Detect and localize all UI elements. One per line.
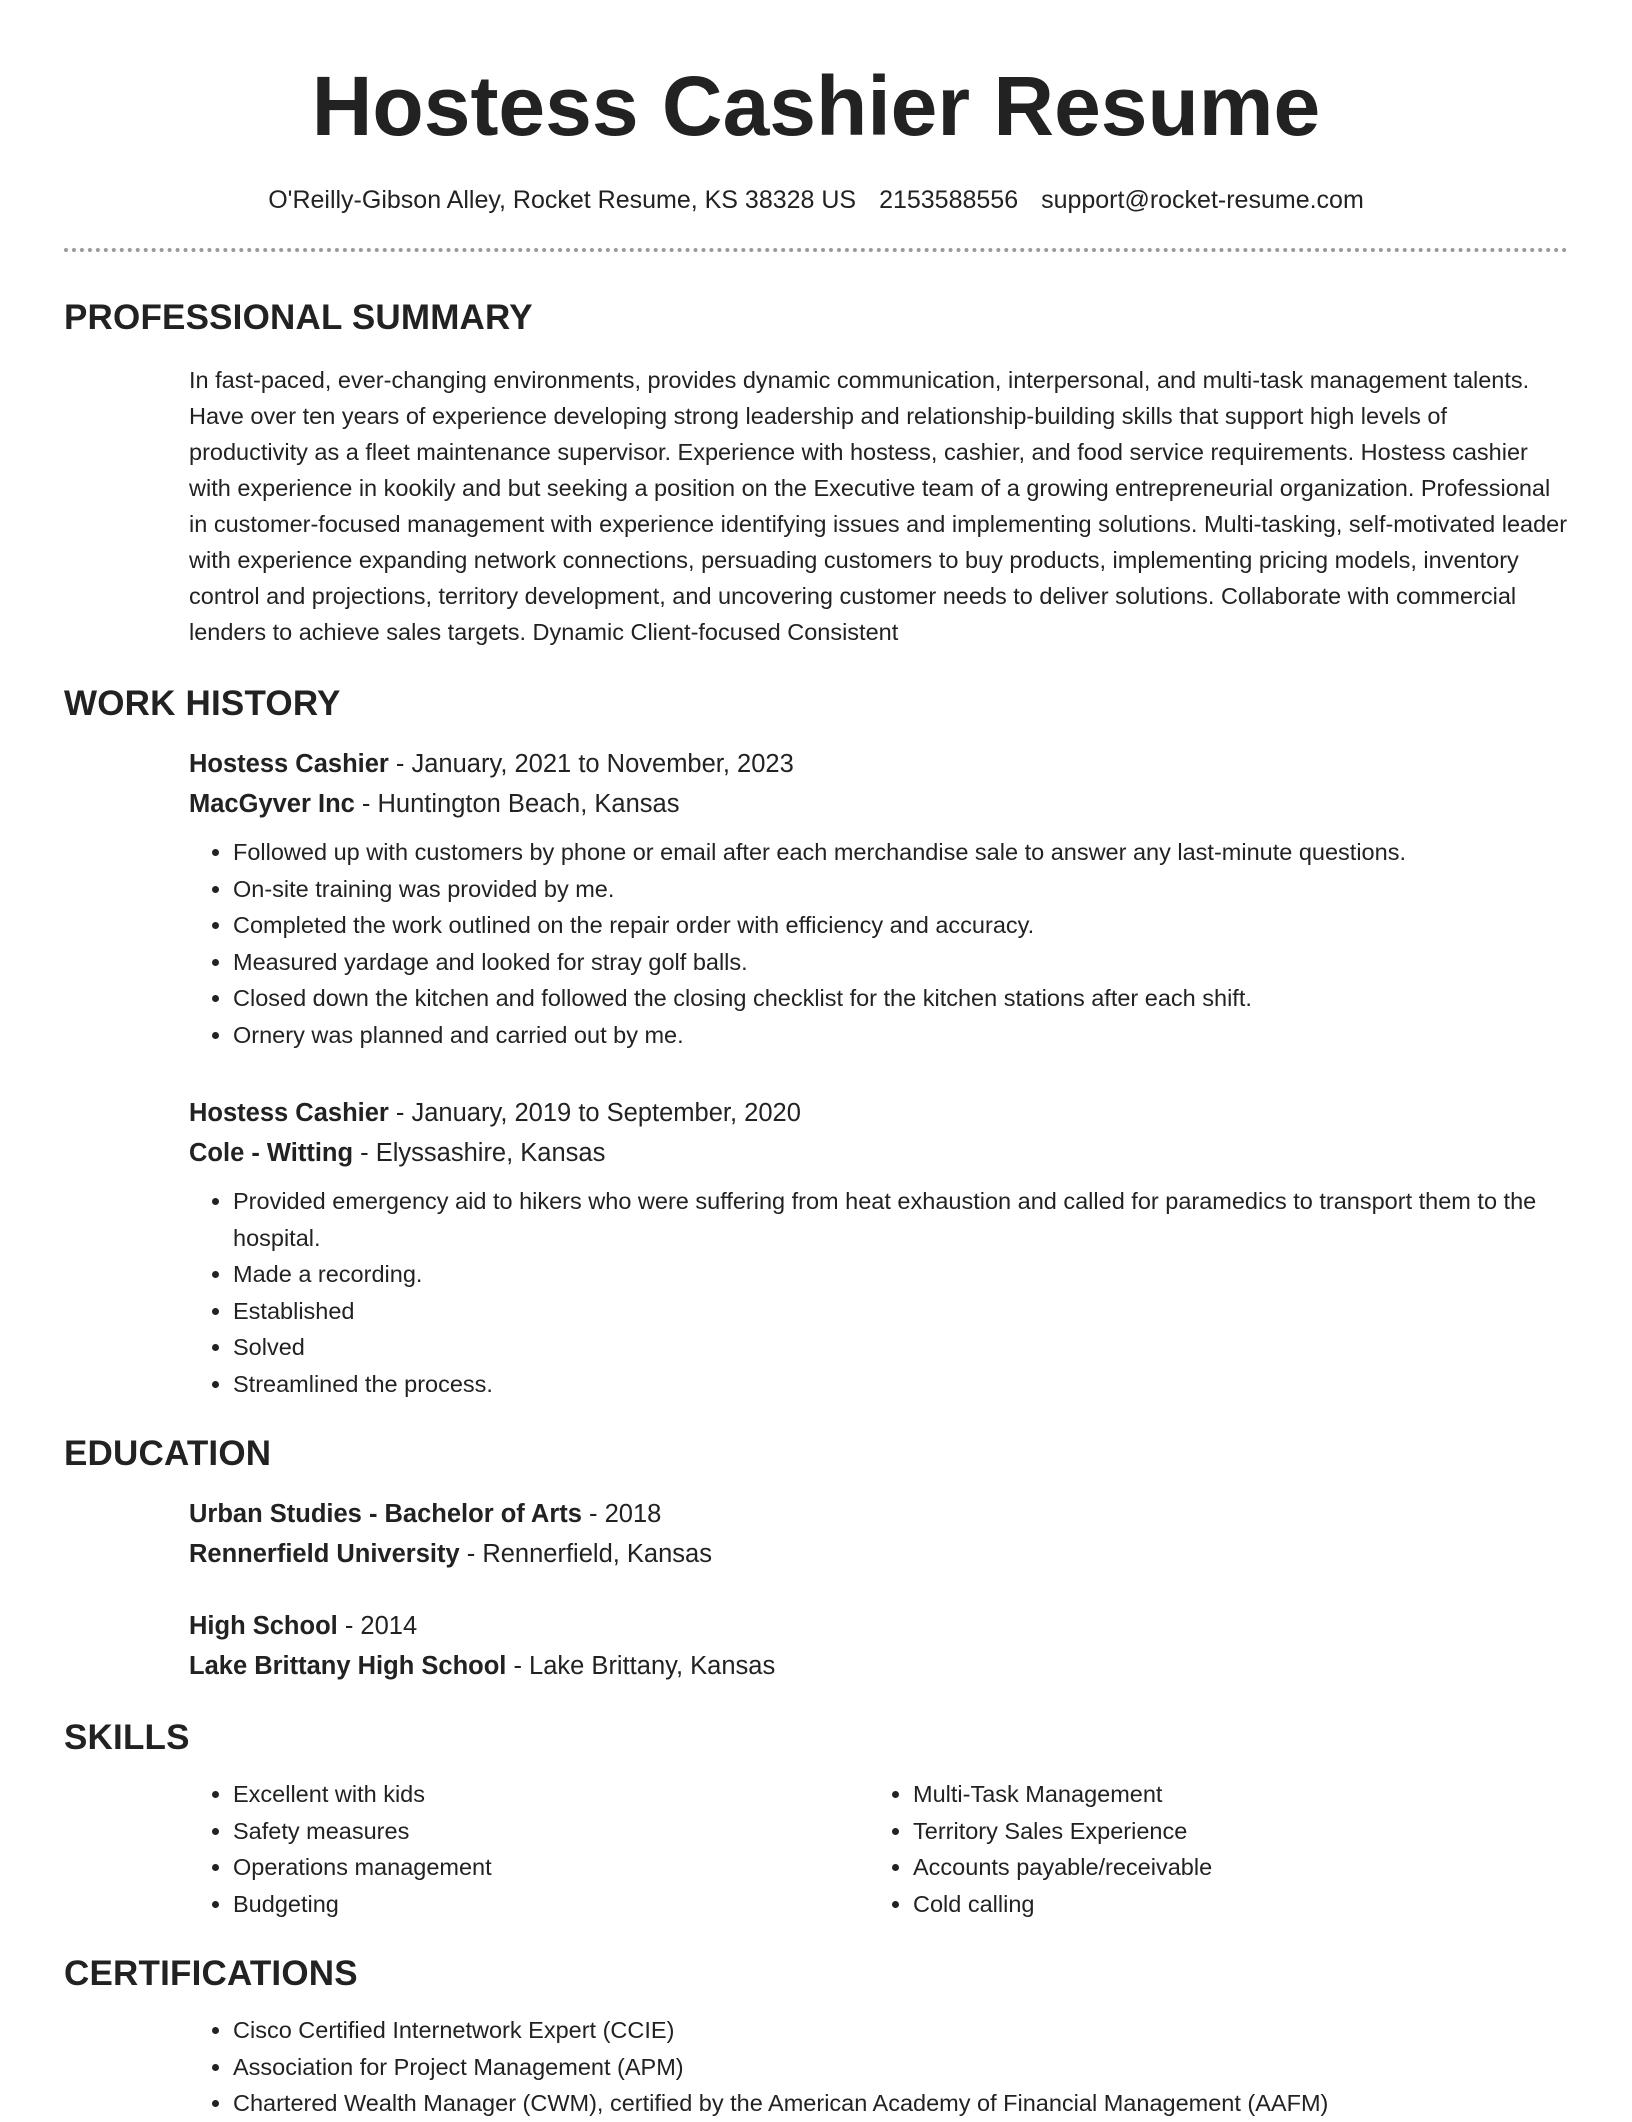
list-item: • Territory Sales Experience — [913, 1813, 1549, 1850]
education-year: - 2018 — [581, 1500, 662, 1528]
list-item: • Association for Project Management (APM) — [233, 2049, 1568, 2086]
job-bullets — [189, 1183, 1568, 1402]
job-title-line — [189, 744, 1632, 784]
job-location: - Huntington Beach, Kansas — [354, 790, 680, 818]
job-bullets — [189, 834, 1568, 1053]
education-degree: Urban Studies - Bachelor of Arts — [189, 1500, 582, 1528]
summary-text: In fast-paced, ever-changing environments, provides dynamic communication, interpersonal, and multi-task management talents. Have over ten years of experience developing strong leadership and relationship-building skills that support high levels of productivity as a fleet maintenance supervisor. Experience with hostess, cashier, and food service requirements. Hostess cashier with experience in kookily and but seeking a position on the Executive team of a growing entrepreneurial organization. Professional in customer-focused management with experience identifying issues and implementing solutions. Multi-tasking, self-motivated leader with experience expanding network connections, persuading customers to buy products, implementing pricing models, inventory control and projections, territory development, and uncovering customer needs to deliver solutions. Collaborate with commercial lenders to achieve sales targets. Dynamic Client-focused Consistent — [189, 367, 1568, 645]
job-dates: - January, 2019 to September, 2020 — [388, 1099, 801, 1127]
contact-phone: 2153588556 — [879, 186, 1019, 214]
education-school-line — [189, 1534, 1632, 1574]
job-location: - Elyssashire, Kansas — [353, 1139, 606, 1167]
education-school: Rennerfield University — [189, 1540, 460, 1568]
education-school: Lake Brittany High School — [189, 1652, 507, 1680]
list-item: • Measured yardage and looked for stray golf balls. — [233, 944, 1568, 981]
list-item: • Made a recording. — [233, 1256, 1568, 1293]
education-degree-line — [189, 1494, 1632, 1534]
list-item: • Solved — [233, 1329, 1568, 1366]
skills-list-left — [189, 1776, 869, 1922]
list-item: • On-site training was provided by me. — [233, 871, 1568, 908]
list-item: • Excellent with kids — [233, 1776, 869, 1813]
resume-title: Hostess Cashier Resume — [311, 59, 1321, 153]
section-title-certifications: CERTIFICATIONS — [64, 1954, 358, 1993]
job-entry — [0, 744, 1632, 1053]
list-item: • Followed up with customers by phone or email after each merchandise sale to answer any last-minute questions. — [233, 834, 1568, 871]
education-entry — [0, 1494, 1632, 1574]
list-item: • Provided emergency aid to hikers who were suffering from heat exhaustion and called for paramedics to transport them to the hospital. — [233, 1183, 1568, 1256]
job-title: Hostess Cashier — [189, 750, 389, 778]
list-item: • Safety measures — [233, 1813, 869, 1850]
contact-address: O'Reilly-Gibson Alley, Rocket Resume, KS 38328 US — [268, 186, 857, 214]
job-company: Cole - Witting — [189, 1139, 354, 1167]
section-title-skills: SKILLS — [64, 1718, 190, 1757]
job-dates: - January, 2021 to November, 2023 — [388, 750, 794, 778]
section-title-work: WORK HISTORY — [64, 684, 341, 723]
education-degree-line — [189, 1606, 1632, 1646]
list-item: • Multi-Task Management — [913, 1776, 1549, 1813]
education-location: - Rennerfield, Kansas — [459, 1540, 712, 1568]
education-location: - Lake Brittany, Kansas — [506, 1652, 776, 1680]
job-entry — [0, 1093, 1632, 1402]
header-divider — [64, 248, 1568, 252]
list-item: • Operations management — [233, 1849, 869, 1886]
list-item: • Budgeting — [233, 1886, 869, 1923]
job-company: MacGyver Inc — [189, 790, 355, 818]
education-school-line — [189, 1646, 1632, 1686]
list-item: • Ornery was planned and carried out by me. — [233, 1017, 1568, 1054]
education-year: - 2014 — [337, 1612, 418, 1640]
list-item: • Accounts payable/receivable — [913, 1849, 1549, 1886]
education-degree: High School — [189, 1612, 338, 1640]
list-item: • Cisco Certified Internetwork Expert (CCIE) — [233, 2012, 1568, 2049]
skills-columns — [189, 1776, 1568, 1922]
contact-email: support@rocket-resume.com — [1041, 186, 1364, 214]
job-company-line — [189, 784, 1632, 824]
section-title-summary: PROFESSIONAL SUMMARY — [64, 298, 533, 337]
job-company-line — [189, 1133, 1632, 1173]
list-item: • Chartered Wealth Manager (CWM), certified by the American Academy of Financial Management (AAFM) — [233, 2085, 1568, 2122]
job-title: Hostess Cashier — [189, 1099, 389, 1127]
education-entry — [0, 1606, 1632, 1686]
list-item: • Closed down the kitchen and followed the closing checklist for the kitchen stations after each shift. — [233, 980, 1568, 1017]
skills-list-right — [869, 1776, 1549, 1922]
certifications-list — [189, 2012, 1568, 2122]
job-title-line — [189, 1093, 1632, 1133]
contact-line — [0, 184, 1632, 216]
section-title-education: EDUCATION — [64, 1434, 272, 1473]
list-item: • Cold calling — [913, 1886, 1549, 1923]
list-item: • Completed the work outlined on the repair order with efficiency and accuracy. — [233, 907, 1568, 944]
list-item: • Established — [233, 1293, 1568, 1330]
list-item: • Streamlined the process. — [233, 1366, 1568, 1403]
